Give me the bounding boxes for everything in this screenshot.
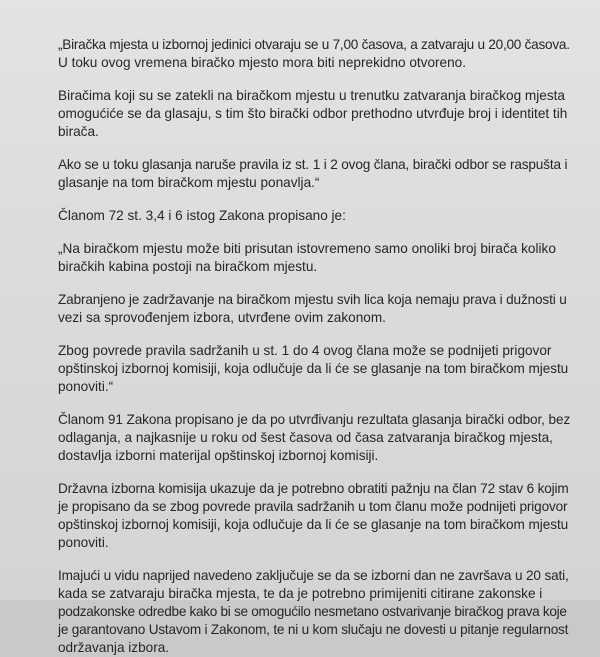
- text-line: U toku ovog vremena biračko mjesto mora biti neprekidno otvoreno.: [58, 55, 467, 70]
- text-line: Zabranjeno je zadržavanje na biračkom mjestu svih lica koja nemaju prava i dužnosti u: [58, 292, 567, 307]
- paragraph-4: [58, 207, 564, 225]
- text-line: je propisano da se zbog povrede pravila sadržanih u tom članu može podnijeti prigovor: [58, 499, 568, 514]
- text-line: Imajući u vidu naprijed navedeno zaključuje se da se izborni dan ne završava u 20 sati,: [58, 568, 569, 583]
- text-line: biračkih kabina postoji na biračkom mjestu.: [58, 259, 318, 274]
- paragraph-6: [58, 291, 567, 327]
- text-line: „Na biračkom mjestu može biti prisutan istovremeno samo onoliki broj birača koliko: [58, 241, 556, 256]
- text-line: Članom 72 st. 3,4 i 6 istog Zakona propisano je:: [58, 208, 346, 223]
- paragraph-3: [58, 156, 568, 192]
- text-line: odlaganja, a najkasnije u roku od šest časova od časa zatvaranja biračkog mjesta,: [58, 430, 553, 445]
- paragraph-9: [58, 480, 569, 552]
- text-line: dostavlja izborni materijal opštinskoj izbornoj komisiji.: [58, 448, 379, 463]
- text-line: ponoviti.“: [58, 379, 114, 394]
- text-line: opštinskoj izbornoj komisiji, koja odlučuje da li će se glasanje na tom biračkom mjestu: [58, 361, 569, 376]
- text-line: vezi sa sprovođenjem izbora, utvrđene ovim zakonom.: [58, 310, 386, 325]
- text-line: Zbog povrede pravila sadržanih u st. 1 do 4 ovog člana može se podnijeti prigovor: [58, 343, 552, 358]
- paragraph-10: [58, 567, 569, 657]
- text-line: Ako se u toku glasanja naruše pravila iz st. 1 i 2 ovog člana, birački odbor se raspušta i: [58, 157, 568, 172]
- text-line: ponoviti.: [58, 535, 109, 550]
- text-line: je garantovano Ustavom i Zakonom, te ni u kom slučaju ne dovesti u pitanje regularnost: [58, 622, 569, 637]
- text-line: Članom 91 Zakona propisano je da po utvrđivanju rezultata glasanja birački odbor, bez: [58, 412, 571, 427]
- text-line: opštinskoj izbornoj komisiji, koja odlučuje da li će se glasanje na tom biračkom mjestu: [58, 517, 569, 532]
- paragraph-2: [58, 87, 568, 141]
- text-line: birača.: [58, 124, 99, 139]
- text-line: kada se zatvaraju biračka mjesta, te da je potrebno primijeniti citirane zakonske i: [58, 586, 543, 601]
- text-line: Biračima koji su se zatekli na biračkom mjestu u trenutku zatvaranja biračkog mjesta: [58, 88, 565, 103]
- text-line: glasanje na tom biračkom mjestu ponavlja.“: [58, 175, 320, 190]
- text-line: Državna izborna komisija ukazuje da je potrebno obratiti pažnju na član 72 stav 6 kojim: [58, 481, 569, 496]
- text-line: omogućiće se da glasaju, s tim što birački odbor prethodno utvrđuje broj i identitet tih: [58, 106, 568, 121]
- paragraph-7: [58, 342, 569, 396]
- paragraph-5: [58, 240, 564, 276]
- text-line: održavanja izbora.: [58, 640, 170, 655]
- paragraph-8: [58, 411, 571, 465]
- text-line: „Biračka mjesta u izbornoj jedinici otvaraju se u 7,00 časova, a zatvaraju u 20,00 časova.: [58, 37, 570, 52]
- paragraph-1: [58, 36, 570, 72]
- text-line: podzakonske odredbe kako bi se omogućilo nesmetano ostvarivanje biračkog prava koje: [58, 604, 567, 619]
